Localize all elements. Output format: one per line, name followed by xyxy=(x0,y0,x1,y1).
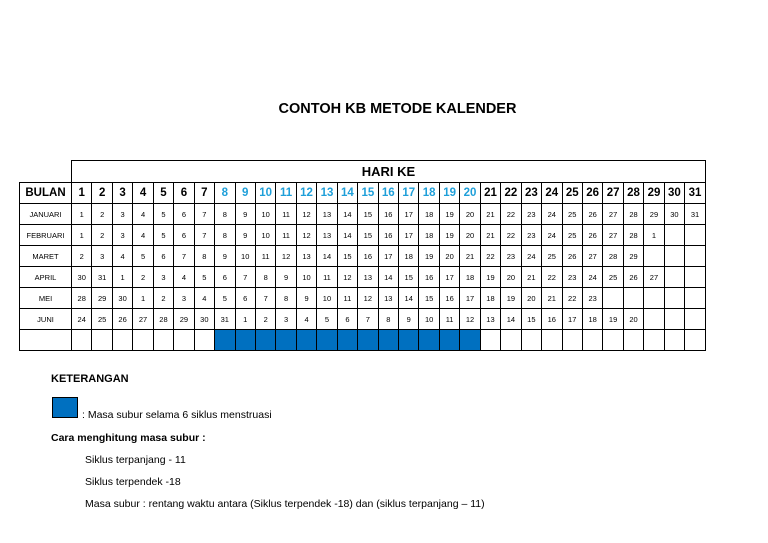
date-cell: 5 xyxy=(317,309,337,330)
date-cell: 11 xyxy=(255,246,275,267)
date-cell: 19 xyxy=(419,246,439,267)
date-cell: 25 xyxy=(603,267,623,288)
date-cell: 4 xyxy=(194,288,214,309)
day-header: 27 xyxy=(603,183,623,204)
fertile-period-cell xyxy=(460,330,480,351)
table-row xyxy=(20,288,706,309)
date-cell: 26 xyxy=(582,225,602,246)
date-cell: 24 xyxy=(582,267,602,288)
date-cell: 13 xyxy=(317,225,337,246)
date-cell: 1 xyxy=(112,267,132,288)
date-cell: 9 xyxy=(276,267,296,288)
day-header: 29 xyxy=(644,183,664,204)
page-title: CONTOH KB METODE KALENDER xyxy=(278,101,517,117)
date-cell xyxy=(685,246,706,267)
date-cell: 1 xyxy=(133,288,153,309)
day-header: 8 xyxy=(215,183,235,204)
day-header: 20 xyxy=(460,183,480,204)
marker-blank-cell xyxy=(623,330,643,351)
day-header: 7 xyxy=(194,183,214,204)
date-cell: 21 xyxy=(521,267,541,288)
day-header: 6 xyxy=(174,183,194,204)
date-cell: 16 xyxy=(419,267,439,288)
fertile-period-cell xyxy=(399,330,419,351)
date-cell: 5 xyxy=(215,288,235,309)
date-cell xyxy=(603,288,623,309)
day-header: 19 xyxy=(439,183,459,204)
date-cell: 8 xyxy=(255,267,275,288)
month-label: JANUARI xyxy=(20,204,72,225)
date-cell: 11 xyxy=(317,267,337,288)
date-cell: 3 xyxy=(153,267,173,288)
date-cell: 29 xyxy=(174,309,194,330)
date-cell: 5 xyxy=(153,204,173,225)
date-cell: 7 xyxy=(174,246,194,267)
date-cell: 16 xyxy=(378,225,398,246)
day-header: 10 xyxy=(255,183,275,204)
date-cell: 1 xyxy=(72,225,92,246)
day-header: 22 xyxy=(501,183,521,204)
date-cell: 3 xyxy=(92,246,112,267)
date-cell xyxy=(623,288,643,309)
date-cell: 15 xyxy=(521,309,541,330)
date-cell: 7 xyxy=(255,288,275,309)
date-cell: 6 xyxy=(337,309,357,330)
date-cell: 14 xyxy=(337,204,357,225)
day-header: 16 xyxy=(378,183,398,204)
day-header: 13 xyxy=(317,183,337,204)
date-cell: 8 xyxy=(215,204,235,225)
date-cell: 14 xyxy=(378,267,398,288)
day-header: 25 xyxy=(562,183,582,204)
date-cell: 25 xyxy=(562,204,582,225)
date-cell: 2 xyxy=(255,309,275,330)
marker-blank-cell xyxy=(603,330,623,351)
date-cell: 8 xyxy=(215,225,235,246)
date-cell: 22 xyxy=(501,225,521,246)
date-cell: 17 xyxy=(378,246,398,267)
date-cell: 18 xyxy=(460,267,480,288)
date-cell: 25 xyxy=(92,309,112,330)
marker-blank-cell xyxy=(521,330,541,351)
date-cell: 18 xyxy=(480,288,500,309)
date-cell: 9 xyxy=(215,246,235,267)
table-row xyxy=(20,246,706,267)
date-cell: 28 xyxy=(623,204,643,225)
date-cell: 23 xyxy=(521,204,541,225)
date-cell: 8 xyxy=(194,246,214,267)
date-cell: 6 xyxy=(215,267,235,288)
date-cell: 29 xyxy=(644,204,664,225)
marker-blank-cell xyxy=(480,330,500,351)
date-cell: 19 xyxy=(480,267,500,288)
date-cell: 26 xyxy=(562,246,582,267)
marker-blank-cell xyxy=(562,330,582,351)
date-cell: 17 xyxy=(399,204,419,225)
date-cell: 7 xyxy=(194,225,214,246)
day-header: 23 xyxy=(521,183,541,204)
date-cell: 13 xyxy=(358,267,378,288)
day-header: 1 xyxy=(72,183,92,204)
fertile-period-cell xyxy=(235,330,255,351)
table-row xyxy=(20,309,706,330)
date-cell: 28 xyxy=(603,246,623,267)
day-header: 28 xyxy=(623,183,643,204)
date-cell: 10 xyxy=(317,288,337,309)
date-cell: 28 xyxy=(72,288,92,309)
date-cell: 16 xyxy=(358,246,378,267)
date-cell: 12 xyxy=(296,204,316,225)
fertile-period-cell xyxy=(317,330,337,351)
date-cell: 12 xyxy=(460,309,480,330)
date-cell: 1 xyxy=(235,309,255,330)
date-cell: 2 xyxy=(153,288,173,309)
date-cell: 20 xyxy=(623,309,643,330)
date-cell: 24 xyxy=(72,309,92,330)
date-cell: 14 xyxy=(337,225,357,246)
date-cell: 15 xyxy=(337,246,357,267)
date-cell: 19 xyxy=(439,225,459,246)
marker-blank-cell xyxy=(72,330,92,351)
table-row xyxy=(20,225,706,246)
marker-blank-cell xyxy=(133,330,153,351)
date-cell: 31 xyxy=(92,267,112,288)
date-cell: 24 xyxy=(542,204,562,225)
date-cell: 14 xyxy=(399,288,419,309)
date-cell: 13 xyxy=(317,204,337,225)
date-cell: 10 xyxy=(255,204,275,225)
bulan-header: BULAN xyxy=(20,183,72,204)
date-cell: 21 xyxy=(460,246,480,267)
fertile-period-cell xyxy=(439,330,459,351)
date-cell: 14 xyxy=(501,309,521,330)
marker-blank-cell xyxy=(112,330,132,351)
date-cell: 15 xyxy=(358,225,378,246)
corner-blank xyxy=(20,161,72,183)
date-cell: 7 xyxy=(358,309,378,330)
marker-blank-cell xyxy=(644,330,664,351)
marker-blank-cell xyxy=(153,330,173,351)
date-cell: 8 xyxy=(276,288,296,309)
date-cell: 15 xyxy=(419,288,439,309)
date-cell: 30 xyxy=(194,309,214,330)
day-header: 26 xyxy=(582,183,602,204)
date-cell: 26 xyxy=(623,267,643,288)
date-cell: 6 xyxy=(153,246,173,267)
date-cell: 2 xyxy=(92,225,112,246)
day-header: 4 xyxy=(133,183,153,204)
instruction-line: Masa subur : rentang waktu antara (Siklus terpendek -18) dan (siklus terpanjang – 11) xyxy=(85,498,485,510)
day-header: 30 xyxy=(664,183,684,204)
date-cell: 5 xyxy=(194,267,214,288)
date-cell: 10 xyxy=(419,309,439,330)
date-cell: 23 xyxy=(582,288,602,309)
day-header: 31 xyxy=(685,183,706,204)
date-cell: 10 xyxy=(296,267,316,288)
date-cell: 11 xyxy=(439,309,459,330)
date-cell: 12 xyxy=(296,225,316,246)
table-row xyxy=(20,204,706,225)
date-cell: 15 xyxy=(358,204,378,225)
day-header: 5 xyxy=(153,183,173,204)
marker-blank-cell xyxy=(542,330,562,351)
date-cell xyxy=(664,288,684,309)
date-cell: 31 xyxy=(215,309,235,330)
date-cell: 13 xyxy=(296,246,316,267)
date-cell: 27 xyxy=(133,309,153,330)
day-header: 18 xyxy=(419,183,439,204)
date-cell: 6 xyxy=(174,204,194,225)
date-cell: 5 xyxy=(153,225,173,246)
date-cell xyxy=(664,225,684,246)
marker-blank-cell xyxy=(174,330,194,351)
fertile-period-cell xyxy=(255,330,275,351)
marker-blank-cell xyxy=(92,330,112,351)
date-cell: 27 xyxy=(644,267,664,288)
fertile-legend-text: : Masa subur selama 6 siklus menstruasi xyxy=(82,409,272,421)
date-cell: 22 xyxy=(562,288,582,309)
date-cell: 27 xyxy=(603,204,623,225)
date-cell: 30 xyxy=(112,288,132,309)
date-cell xyxy=(685,225,706,246)
marker-blank-cell xyxy=(20,330,72,351)
date-cell: 2 xyxy=(133,267,153,288)
marker-blank-cell xyxy=(664,330,684,351)
date-cell: 11 xyxy=(276,204,296,225)
date-cell: 21 xyxy=(480,225,500,246)
date-cell: 25 xyxy=(562,225,582,246)
date-cell: 20 xyxy=(501,267,521,288)
date-cell: 6 xyxy=(174,225,194,246)
date-cell: 29 xyxy=(623,246,643,267)
date-cell: 29 xyxy=(92,288,112,309)
date-cell: 11 xyxy=(276,225,296,246)
date-cell: 6 xyxy=(235,288,255,309)
date-cell: 24 xyxy=(521,246,541,267)
fertile-period-cell xyxy=(419,330,439,351)
date-cell: 31 xyxy=(685,204,706,225)
date-cell: 30 xyxy=(664,204,684,225)
date-cell: 27 xyxy=(603,225,623,246)
date-cell xyxy=(685,309,706,330)
date-cell: 21 xyxy=(480,204,500,225)
date-cell: 9 xyxy=(296,288,316,309)
date-cell: 3 xyxy=(112,204,132,225)
marker-blank-cell xyxy=(685,330,706,351)
month-label: MEI xyxy=(20,288,72,309)
hari-ke-header: HARI KE xyxy=(72,161,706,183)
instruction-line: Siklus terpanjang - 11 xyxy=(85,454,186,466)
date-cell: 30 xyxy=(72,267,92,288)
date-cell xyxy=(664,267,684,288)
date-cell: 16 xyxy=(378,204,398,225)
date-cell: 9 xyxy=(235,204,255,225)
date-cell: 19 xyxy=(501,288,521,309)
date-cell: 18 xyxy=(419,225,439,246)
date-cell: 18 xyxy=(399,246,419,267)
date-cell: 8 xyxy=(378,309,398,330)
date-cell: 9 xyxy=(399,309,419,330)
date-cell: 25 xyxy=(542,246,562,267)
day-header: 9 xyxy=(235,183,255,204)
date-cell: 27 xyxy=(582,246,602,267)
day-header: 21 xyxy=(480,183,500,204)
instruction-line: Siklus terpendek -18 xyxy=(85,476,181,488)
date-cell: 3 xyxy=(112,225,132,246)
date-cell: 22 xyxy=(542,267,562,288)
date-cell: 23 xyxy=(562,267,582,288)
date-cell: 26 xyxy=(582,204,602,225)
date-cell: 1 xyxy=(644,225,664,246)
fertile-period-cell xyxy=(215,330,235,351)
month-label: APRIL xyxy=(20,267,72,288)
date-cell: 10 xyxy=(255,225,275,246)
fertile-period-cell xyxy=(296,330,316,351)
cara-heading: Cara menghitung masa subur : xyxy=(51,432,206,444)
day-header: 14 xyxy=(337,183,357,204)
date-cell: 28 xyxy=(623,225,643,246)
table-row xyxy=(20,267,706,288)
date-cell: 22 xyxy=(501,204,521,225)
date-cell: 13 xyxy=(480,309,500,330)
date-cell xyxy=(644,288,664,309)
date-cell: 4 xyxy=(133,225,153,246)
date-cell: 28 xyxy=(153,309,173,330)
date-cell: 22 xyxy=(480,246,500,267)
date-cell: 26 xyxy=(112,309,132,330)
date-cell: 16 xyxy=(542,309,562,330)
month-label: JUNI xyxy=(20,309,72,330)
day-header: 15 xyxy=(358,183,378,204)
marker-blank-cell xyxy=(501,330,521,351)
date-cell: 17 xyxy=(399,225,419,246)
date-cell: 20 xyxy=(460,225,480,246)
day-header: 3 xyxy=(112,183,132,204)
date-cell: 24 xyxy=(542,225,562,246)
fertile-period-cell xyxy=(358,330,378,351)
date-cell: 2 xyxy=(72,246,92,267)
date-cell xyxy=(664,309,684,330)
date-cell: 5 xyxy=(133,246,153,267)
fertile-period-cell xyxy=(337,330,357,351)
date-cell: 9 xyxy=(235,225,255,246)
date-cell: 13 xyxy=(378,288,398,309)
date-cell xyxy=(664,246,684,267)
date-cell: 3 xyxy=(276,309,296,330)
calendar-table xyxy=(19,160,706,351)
fertile-marker-row xyxy=(20,330,706,351)
date-cell: 20 xyxy=(460,204,480,225)
day-header: 24 xyxy=(542,183,562,204)
date-cell: 23 xyxy=(501,246,521,267)
date-cell: 17 xyxy=(460,288,480,309)
date-cell: 7 xyxy=(194,204,214,225)
date-cell: 17 xyxy=(562,309,582,330)
date-cell: 12 xyxy=(358,288,378,309)
date-cell: 10 xyxy=(235,246,255,267)
date-cell: 21 xyxy=(542,288,562,309)
date-cell: 3 xyxy=(174,288,194,309)
date-cell: 19 xyxy=(439,204,459,225)
date-cell: 1 xyxy=(72,204,92,225)
date-cell: 4 xyxy=(296,309,316,330)
fertile-period-cell xyxy=(276,330,296,351)
date-cell: 14 xyxy=(317,246,337,267)
date-cell: 20 xyxy=(521,288,541,309)
marker-blank-cell xyxy=(582,330,602,351)
day-header: 2 xyxy=(92,183,112,204)
month-label: FEBRUARI xyxy=(20,225,72,246)
date-cell: 20 xyxy=(439,246,459,267)
day-header: 12 xyxy=(296,183,316,204)
date-cell: 16 xyxy=(439,288,459,309)
marker-blank-cell xyxy=(194,330,214,351)
date-cell: 7 xyxy=(235,267,255,288)
fertile-legend-swatch xyxy=(52,397,78,418)
date-cell xyxy=(644,309,664,330)
date-cell: 17 xyxy=(439,267,459,288)
date-cell: 23 xyxy=(521,225,541,246)
date-cell xyxy=(644,246,664,267)
fertile-period-cell xyxy=(378,330,398,351)
keterangan-heading: KETERANGAN xyxy=(51,373,129,385)
date-cell: 18 xyxy=(419,204,439,225)
month-label: MARET xyxy=(20,246,72,267)
day-header: 11 xyxy=(276,183,296,204)
date-cell xyxy=(685,288,706,309)
date-cell: 19 xyxy=(603,309,623,330)
date-cell xyxy=(685,267,706,288)
date-cell: 12 xyxy=(276,246,296,267)
date-cell: 2 xyxy=(92,204,112,225)
date-cell: 4 xyxy=(112,246,132,267)
date-cell: 12 xyxy=(337,267,357,288)
date-cell: 18 xyxy=(582,309,602,330)
date-cell: 4 xyxy=(133,204,153,225)
date-cell: 4 xyxy=(174,267,194,288)
day-header: 17 xyxy=(399,183,419,204)
date-cell: 15 xyxy=(399,267,419,288)
date-cell: 11 xyxy=(337,288,357,309)
